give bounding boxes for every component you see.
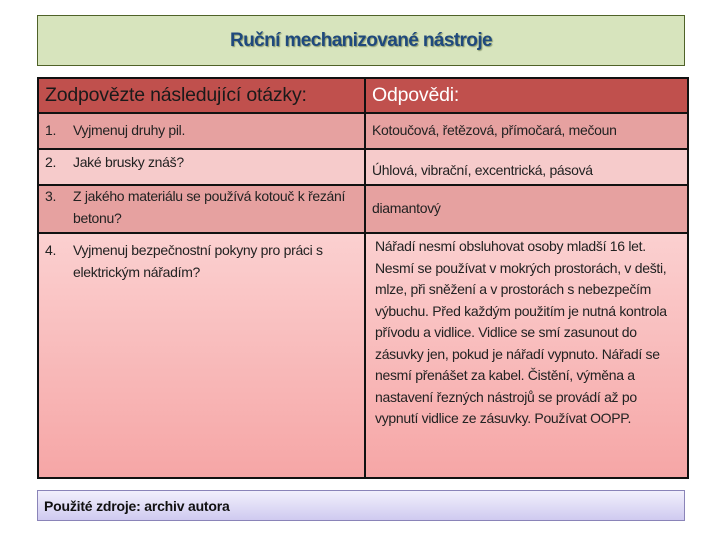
question-text: Z jakého materiálu se používá kotouč k řezání betonu? <box>73 188 346 226</box>
question-text: Jaké brusky znáš? <box>73 154 184 170</box>
question-text: Vyjmenuj druhy pil. <box>73 122 186 139</box>
question-number: 1. <box>45 122 57 139</box>
answer-text: Nářadí nesmí obsluhovat osoby mladší 16 let. Nesmí se používat v mokrých prostorách, v dešti, mlze, při sněžení a v prostorách s nebezpečím výbuchu. Před každým použitím je nutná kontrola přívodu a vidlice. Vidlice se smí zasunout do zásuvky jen, pokud je nářadí vypnuto. Nářadí se nesmí přenášet za kabel. Čistění, výměna a nastavení řezných nástrojů se provádí až po vypnutí vidlice ze zásuvky. Používat OOPP. <box>375 238 667 426</box>
page-title: Ruční mechanizované nástroje <box>230 29 492 51</box>
question-number: 2. <box>45 154 57 170</box>
answer-text: Úhlová, vibrační, excentrická, pásová <box>372 162 593 178</box>
table-row <box>38 185 688 233</box>
answers-header: Odpovědi: <box>365 78 688 113</box>
question-text: Vyjmenuj bezpečnostní pokyny pro práci s elektrickým nářadím? <box>73 242 323 280</box>
table-header-row <box>38 78 688 113</box>
table-row <box>38 233 688 478</box>
question-number: 4. <box>45 242 57 258</box>
qa-table <box>37 77 689 479</box>
table-row <box>38 113 688 149</box>
title-banner <box>37 15 685 66</box>
table-row <box>38 149 688 185</box>
questions-header: Zodpovězte následující otázky: <box>38 78 365 113</box>
sources-text: Použité zdroje: archiv autora <box>44 497 230 514</box>
answer-text: diamantový <box>372 200 441 216</box>
answer-text: Kotoučová, řetězová, přímočará, mečoun <box>372 122 617 139</box>
question-number: 3. <box>45 188 57 204</box>
sources-footer <box>37 490 685 521</box>
